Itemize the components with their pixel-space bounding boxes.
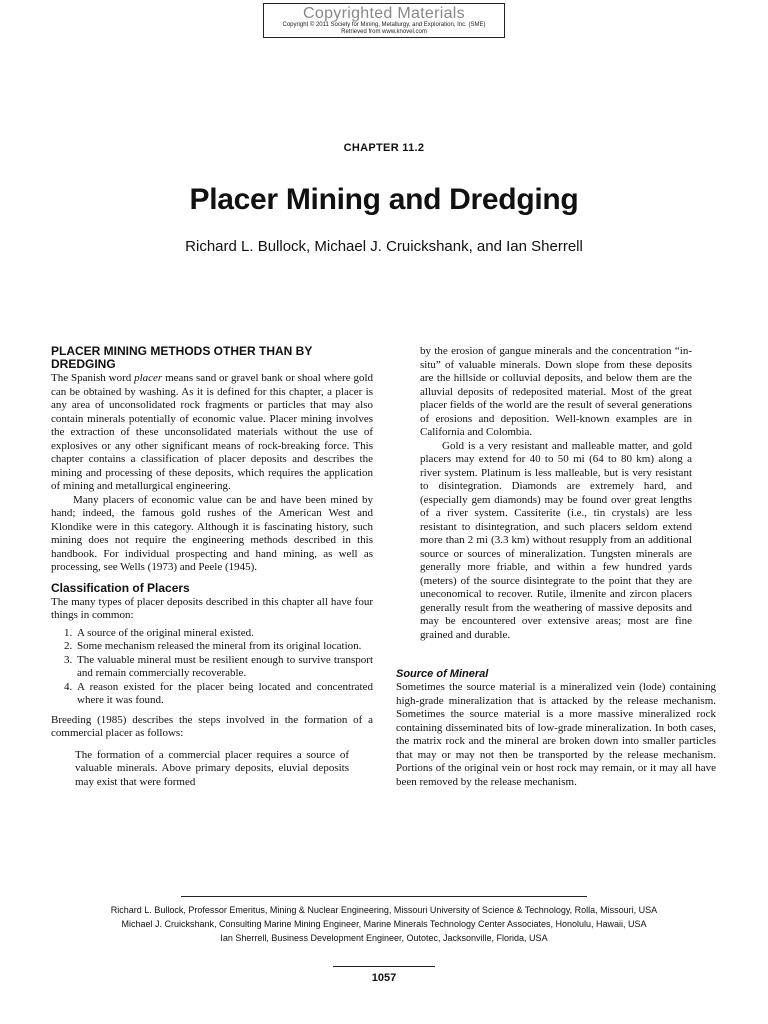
subsection-heading: Source of Mineral xyxy=(396,668,489,680)
author-list: Richard L. Bullock, Michael J. Cruickshank, and Ian Sherrell xyxy=(185,238,583,255)
affiliation-line: Richard L. Bullock, Professor Emeritus, Mining & Nuclear Engineering, Missouri University of Science & Technology, Rolla, Missouri, USA xyxy=(110,905,658,915)
paragraph: Breeding (1985) describes the steps involved in the formation of a commercial placer as follows: xyxy=(51,713,373,739)
page-number-divider xyxy=(333,966,435,967)
emphasis-placer: placer xyxy=(134,372,163,384)
subsection-heading: Classification of Placers xyxy=(51,580,190,595)
quote-paragraph: by the erosion of gangue minerals and the concentration “in-situ” of valuable minerals. Down slope from these deposits are the hillside or colluvial deposits, and below them are the alluvial deposits of redeposited material. Most of the great placer fields of the world are the result of several generations of erosions and deposition. Well-known examples are in California and Colombia. xyxy=(420,345,692,438)
affiliation-line: Michael J. Cruickshank, Consulting Marine Mining Engineer, Marine Minerals Technology Center Associates, Honolulu, Hawaii, USA xyxy=(121,919,647,929)
list-item: 4. A reason existed for the placer being located and concentrated where it was found. xyxy=(75,681,373,708)
paragraph: The many types of placer deposits described in this chapter all have four things in common: xyxy=(51,595,373,621)
footnote-divider xyxy=(181,896,587,897)
affiliation-line: Ian Sherrell, Business Development Engineer, Outotec, Jacksonville, Florida, USA xyxy=(220,933,548,943)
copyright-source: Retrieved from www.knovel.com xyxy=(341,29,427,35)
block-quote: The formation of a commercial placer requires a source of valuable minerals. Above primary deposits, eluvial deposits may exist that were formed xyxy=(75,748,349,788)
paragraph: Many placers of economic value can be and have been mined by hand; indeed, the famous gold rushes of the American West and Klondike were in this category. Although it is fascinating history, such mining does not require the engineering methods described in this handbook. For individual prospecting and hand mining, as well as processing, see Wells (1973) and Peele (1945). xyxy=(51,493,373,573)
list-item: 3. The valuable mineral must be resilient enough to survive transport and remain commercially recoverable. xyxy=(75,654,373,681)
chapter-label: CHAPTER 11.2 xyxy=(343,142,425,154)
chapter-title: Placer Mining and Dredging xyxy=(189,183,579,216)
page-number: 1057 xyxy=(371,972,397,984)
block-quote-continued xyxy=(396,345,716,642)
copyright-notice: Copyright © 2011 Society for Mining, Metallurgy, and Exploration, Inc. (SME) xyxy=(282,22,486,28)
list-item: 1. A source of the original mineral existed. xyxy=(75,627,373,641)
right-column xyxy=(396,345,716,789)
copyright-title: Copyrighted Materials xyxy=(303,5,465,22)
quote-paragraph: Gold is a very resistant and malleable matter, and gold placers may extend for 40 to 50 mi (64 to 80 km) along a river system. Platinum is less malleable, but is very resistant to disintegration. Diamonds are extremely hard, and (especially gem diamonds) may be found over great lengths of a river system. Cassiterite (i.e., tin crystals) are less resistant to disintegration, and such placers seldom extend more than 2 mi (3.3 km) without resupply from an additional source or sources of mineralization. Tungsten minerals are generally more friable, and within a few hundred yards (meters) of the source disintegrate to the point that they are uneconomical to recover. Rutile, ilmenite and zircon placers generally result from the weathering of massive deposits and may be encountered over extensive areas; most are fine grained and durable. xyxy=(420,439,692,641)
section-heading: PLACER MINING METHODS OTHER THAN BY DREDGING xyxy=(51,344,313,371)
copyright-stamp xyxy=(263,3,505,38)
numbered-list xyxy=(51,627,373,708)
paragraph: Sometimes the source material is a mineralized vein (lode) containing high-grade mineralization that is attacked by the release mechanism. Sometimes the source material is a more massive mineralized rock containing disseminated bits of low-grade mineralization. In both cases, the matrix rock and the mineral are broken down into smaller particles that may or may not then be transported by the release mechanism. Portions of the original vein or host rock may remain, or it may all have been removed by the release mechanism. xyxy=(396,681,716,788)
paragraph: The Spanish word placer means sand or gravel bank or shoal where gold can be obtained by washing. As it is defined for this chapter, a placer is any area of unconsolidated rock fragments or particles that may also contain minerals potentially of economic value. Placer mining involves the extraction of these unconsolidated materials without the use of explosives or any other significant means of rock-breaking force. This chapter contains a classification of placer deposits and describes the mining and processing of these deposits, which requires the application of mining and metallurgical engineering. xyxy=(51,372,373,492)
left-column xyxy=(51,345,373,789)
list-item: 2. Some mechanism released the mineral from its original location. xyxy=(75,640,373,654)
